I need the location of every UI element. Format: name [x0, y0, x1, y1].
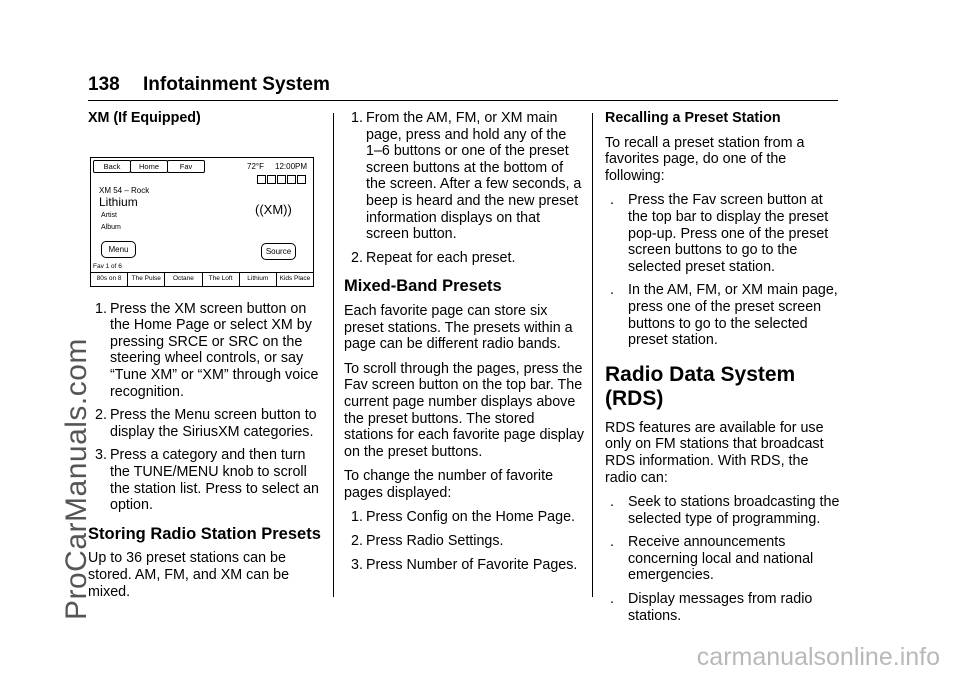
- step-number: 2.: [95, 407, 107, 424]
- fig-temperature: 72°F: [247, 161, 264, 171]
- paragraph: To recall a preset station from a favorites page, do one of the following:: [605, 134, 805, 184]
- rds-bullets-list: [605, 494, 840, 624]
- step-text: Press Config on the Home Page.: [366, 509, 576, 526]
- list-item: [88, 301, 323, 401]
- fig-station: XM 54 – Rock: [99, 185, 150, 195]
- recall-bullets-list: [605, 192, 840, 348]
- bullet-text: Display messages from radio stations.: [628, 591, 813, 624]
- page-header: [88, 70, 838, 101]
- section-heading-storing: Storing Radio Station Presets: [88, 524, 321, 543]
- fig-preset-4: The Loft: [203, 273, 240, 286]
- list-item: [344, 110, 584, 243]
- paragraph: Each favorite page can store six preset stations. The presets within a page can be different radio bands.: [344, 302, 573, 353]
- list-item: [605, 591, 840, 624]
- fig-back-button: Back: [93, 160, 131, 173]
- bullet-text: Receive announcements concerning local and national emergencies.: [628, 534, 814, 584]
- fig-home-button: Home: [130, 160, 168, 173]
- section-heading-recalling: Recalling a Preset Station: [605, 110, 781, 126]
- bullet-mark: .: [610, 192, 614, 209]
- step-text: Press the Menu screen button to display the SiriusXM categories.: [110, 407, 317, 440]
- fig-menu-button: Menu: [101, 241, 136, 258]
- paragraph: To change the number of favorite pages displayed:: [344, 468, 554, 501]
- side-watermark: ProCarManuals.com: [60, 338, 93, 620]
- fig-artist: Artist: [101, 211, 117, 219]
- bullet-mark: .: [610, 494, 614, 511]
- list-item: [605, 534, 840, 584]
- column-divider: [333, 113, 334, 597]
- fig-preset-3: Octane: [165, 273, 202, 286]
- bullet-mark: .: [610, 282, 614, 299]
- column-2: [344, 110, 584, 581]
- step-text: From the AM, FM, or XM main page, press and hold any of the 1–6 buttons or one of the preset screen buttons at the bottom of the screen. After a few seconds, a beep is heard and the new preset information displays on that screen button.: [366, 110, 582, 243]
- step-text: Press Number of Favorite Pages.: [366, 556, 578, 573]
- step-number: 3.: [95, 447, 107, 464]
- list-item: [344, 557, 584, 574]
- fig-channel-name: Lithium: [99, 194, 138, 209]
- favorite-pages-steps-list: [344, 509, 584, 573]
- fig-time: 12:00PM: [275, 161, 308, 171]
- step-number: 3.: [351, 556, 363, 573]
- step-text: Press a category and then turn the TUNE/MENU knob to scroll the station list. Press to select an option.: [110, 447, 319, 514]
- list-item: [605, 494, 840, 527]
- radio-screen-figure: [90, 157, 314, 287]
- list-item: [88, 447, 323, 513]
- fig-source-button: Source: [261, 243, 296, 260]
- preset-steps-list: [344, 110, 584, 266]
- step-number: 1.: [351, 509, 363, 526]
- step-number: 2.: [351, 533, 363, 550]
- list-item: [344, 533, 584, 550]
- xm-steps-list: [88, 301, 323, 514]
- list-item: [344, 250, 584, 267]
- step-text: Repeat for each preset.: [366, 249, 516, 266]
- paragraph: To scroll through the pages, press the Fav screen button on the top bar. The current page number displays above the preset buttons. The stored stations for each favorite page display on the preset buttons.: [344, 360, 585, 460]
- fig-fav-page: Fav 1 of 6: [93, 262, 122, 270]
- list-item: [605, 282, 840, 348]
- column-3: [605, 110, 840, 632]
- page-number: 138: [88, 74, 120, 95]
- xm-logo-icon: ((XM)): [255, 201, 292, 217]
- paragraph: RDS features are available for use only on FM stations that broadcast RDS information. With RDS, the radio can:: [605, 419, 824, 486]
- fig-preset-2: The Pulse: [128, 273, 165, 286]
- step-number: 1.: [351, 110, 363, 126]
- list-item: [344, 509, 584, 526]
- fig-preset-5: Lithium: [240, 273, 277, 286]
- bullet-mark: .: [610, 591, 614, 608]
- fig-preset-1: 80s on 8: [91, 273, 128, 286]
- step-number: 1.: [95, 300, 107, 317]
- step-number: 2.: [351, 249, 363, 266]
- step-text: Press the XM screen button on the Home Page or select XM by pressing SRCE or SRC on the steering wheel controls, or say “Tune XM” or “XM” through voice recognition.: [110, 300, 319, 400]
- fig-album: Album: [101, 223, 121, 231]
- paragraph: Up to 36 preset stations can be stored. AM, FM, and XM can be mixed.: [88, 550, 290, 600]
- fig-preset-6: Kids Place: [279, 274, 311, 282]
- bullet-mark: .: [610, 534, 614, 551]
- fig-preset-bar: [91, 272, 313, 286]
- column-divider: [592, 113, 593, 597]
- section-heading-mixed-band: Mixed-Band Presets: [344, 277, 502, 296]
- bullet-text: In the AM, FM, or XM main page, press one of the preset screen buttons to go to the selected preset station.: [628, 282, 838, 349]
- page-title: Infotainment System: [143, 74, 330, 95]
- fig-fav-button: Fav: [167, 160, 205, 173]
- section-heading-xm: XM (If Equipped): [88, 110, 201, 126]
- fig-status-icons: [256, 175, 306, 186]
- bullet-text: Seek to stations broadcasting the selected type of programming.: [628, 494, 840, 527]
- step-text: Press Radio Settings.: [366, 533, 504, 550]
- bullet-text: Press the Fav screen button at the top bar to display the preset pop-up. Press one of the preset screen buttons to go to the selected preset station.: [628, 192, 829, 275]
- list-item: [88, 407, 323, 440]
- footer-watermark: carmanualsonline.info: [696, 643, 940, 671]
- section-heading-rds: Radio Data System (RDS): [605, 362, 796, 410]
- list-item: [605, 192, 840, 275]
- column-1: [88, 110, 323, 608]
